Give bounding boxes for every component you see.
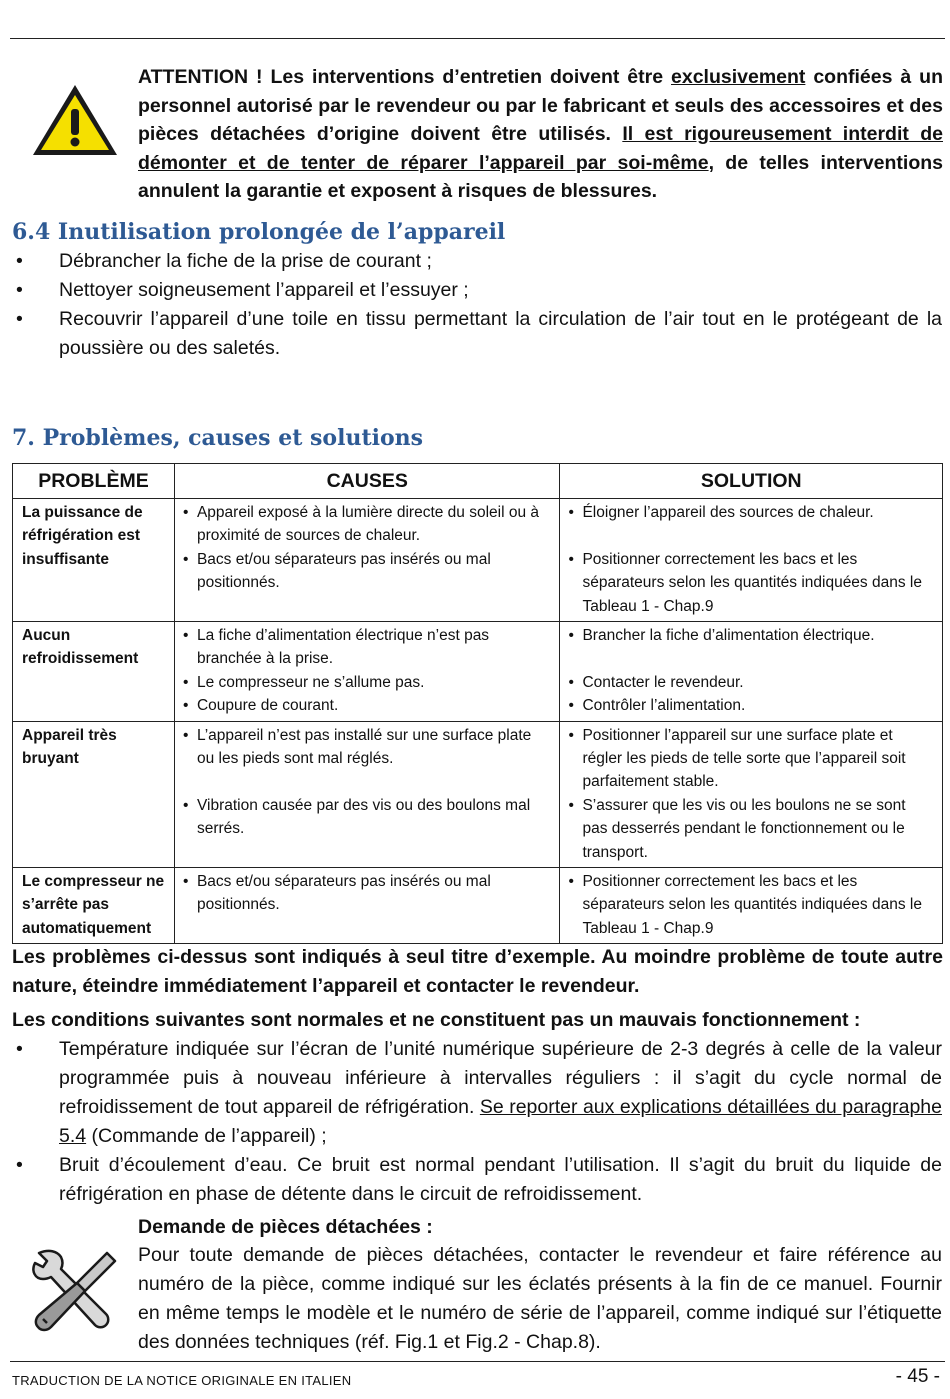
list-item: • Nettoyer soigneusement l’appareil et l’essuyer ; [16, 279, 469, 301]
causes-cell: • Bacs et/ou séparateurs pas insérés ou mal positionnés. [174, 868, 560, 944]
causes-cell: • La fiche d’alimentation électrique n’est pas branchée à la prise. • Le compresseur ne s’allume pas. • Coupure de courant. [174, 622, 560, 722]
warning-prohibition: Il est rigoureusement interdit de démonter et de tenter de réparer l’appareil par soi-même [138, 123, 943, 174]
solution-cell: • Positionner l’appareil sur une surface plate et régler les pieds de telle sorte que l’appareil soit parfaitement stable. • S’assurer que les vis ou les boulons ne se sont pas desserrés pendant le fonctionnement ou le transport. [560, 721, 943, 867]
list-item: • Bruit d’écoulement d’eau. Ce bruit est normal pendant l’utilisation. Il s’agit du bruit du liquide de réfrigération en phase de détente dans le circuit de refroidissement. [16, 1154, 942, 1205]
problem-cell: Aucun refroidissement [13, 622, 175, 722]
table-row [13, 868, 943, 944]
spare-parts-title: Demande de pièces détachées : [138, 1216, 433, 1238]
troubleshooting-table [12, 463, 943, 944]
list-item: • Température indiquée sur l’écran de l’unité numérique supérieure de 2-3 degrés à celle de la valeur programmée puis à nouveau inférieure à intervalles réguliers : il s’agit du cycle normal de refroidissement de tout appareil de réfrigération. Se reporter aux explications détaillées du paragraphe 5.4 (Commande de l’appareil) ; [16, 1038, 942, 1147]
column-header-solution: SOLUTION [560, 464, 943, 499]
causes-cell: • L’appareil n’est pas installé sur une surface plate ou les pieds sont mal réglés. • Vibration causée par des vis ou des boulons mal serrés. [174, 721, 560, 867]
table-row [13, 721, 943, 867]
examples-note: Les problèmes ci-dessus sont indiqués à seul titre d’exemple. Au moindre problème de toute autre nature, éteindre immédiatement l’appareil et contacter le revendeur. [12, 946, 943, 997]
warning-text: ATTENTION ! Les interventions d’entretien doivent être exclusivement confiées à un personnel autorisé par le revendeur ou par le fabricant et seuls des accessoires et des pièces détachées d’origine doivent être utilisés. Il est rigoureusement interdit de démonter et de tenter de réparer l’appareil par soi-même, de telles interventions annulent la garantie et exposent à risques de blessures. [138, 66, 943, 203]
solution-cell: • Brancher la fiche d’alimentation électrique. • Contacter le revendeur. • Contrôler l’alimentation. [560, 622, 943, 722]
warning-emphasis: exclusivement [671, 66, 806, 88]
top-rule [10, 38, 945, 39]
list-item: • Recouvrir l’appareil d’une toile en tissu permettant la circulation de l’air tout en le protégeant de la poussière ou des saletés. [16, 308, 942, 359]
normal-conditions-list [12, 1035, 942, 1209]
solution-cell: • Positionner correctement les bacs et les séparateurs selon les quantités indiquées dans le Tableau 1 - Chap.9 [560, 868, 943, 944]
section-6-4-list [12, 247, 942, 363]
section-7-heading: 7. Problèmes, causes et solutions [12, 425, 424, 451]
section-6-4-heading: 6.4 Inutilisation prolongée de l’appareil [12, 219, 506, 245]
footer-text: TRADUCTION DE LA NOTICE ORIGINALE EN ITALIEN [12, 1373, 352, 1388]
footer-rule [10, 1361, 945, 1362]
table-row [13, 499, 943, 622]
table-row [13, 622, 943, 722]
causes-cell: • Appareil exposé à la lumière directe du soleil ou à proximité de sources de chaleur. • Bacs et/ou séparateurs pas insérés ou mal positionnés. [174, 499, 560, 622]
normal-conditions-note: Les conditions suivantes sont normales et ne constituent pas un mauvais fonctionnement : [12, 1009, 861, 1031]
column-header-causes: CAUSES [174, 464, 560, 499]
problem-cell: La puissance de réfrigération est insuffisante [13, 499, 175, 622]
warning-triangle-icon [30, 82, 120, 158]
wrench-screwdriver-icon [25, 1243, 125, 1343]
table-header-row [13, 464, 943, 499]
solution-cell: • Éloigner l’appareil des sources de chaleur. • Positionner correctement les bacs et les séparateurs selon les quantités indiquées dans le Tableau 1 - Chap.9 [560, 499, 943, 622]
paragraph-reference: Se reporter aux explications détaillées du paragraphe 5.4 [59, 1096, 942, 1147]
problem-cell: Le compresseur ne s’arrête pas automatiquement [13, 868, 175, 944]
spare-parts-body: Pour toute demande de pièces détachées, contacter le revendeur et faire référence au numéro de la pièce, comme indiqué sur les éclatés présents à la fin de ce manuel. Fournir en même temps le modèle et le numéro de série de l’appareil, comme indiqué sur l’étiquette des données techniques (réf. Fig.1 et Fig.2 - Chap.8). [138, 1244, 942, 1353]
list-item: • Débrancher la fiche de la prise de courant ; [16, 250, 432, 272]
page-number: - 45 - [895, 1366, 940, 1387]
column-header-problem: PROBLÈME [13, 464, 175, 499]
problem-cell: Appareil très bruyant [13, 721, 175, 867]
